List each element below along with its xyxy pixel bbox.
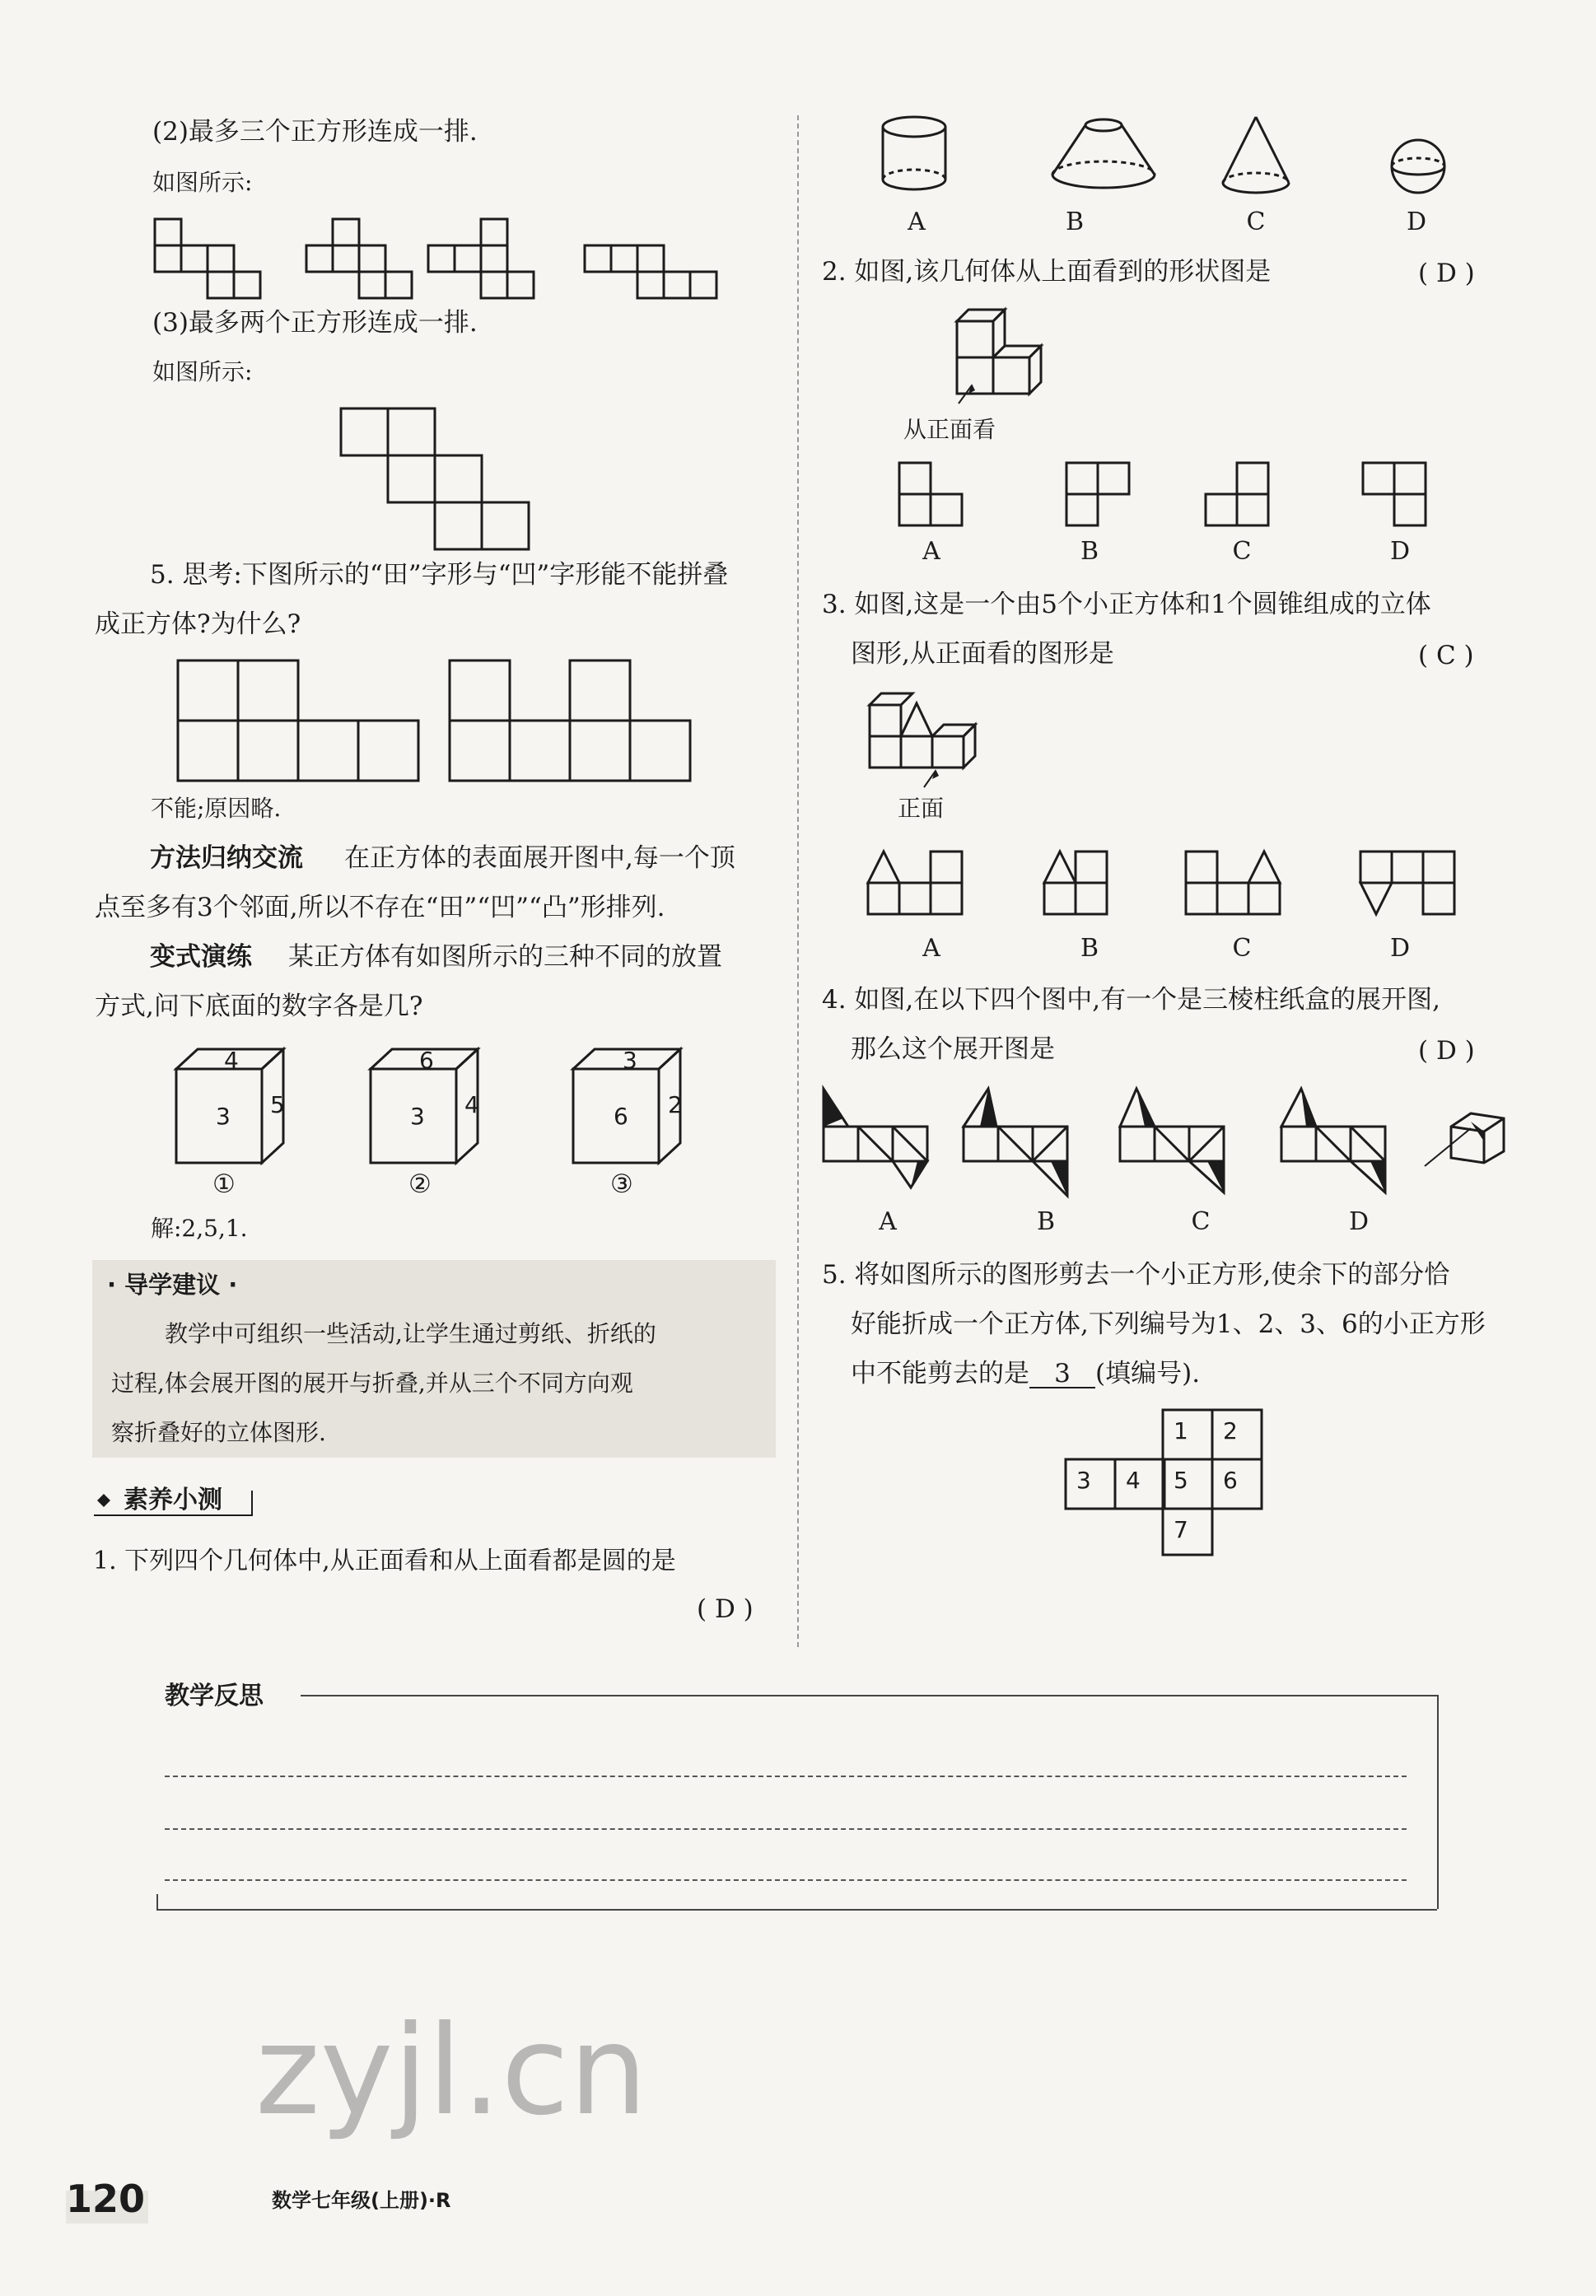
cube2-side: 4 (464, 1091, 479, 1118)
reflection-left-rule (156, 1894, 158, 1909)
variant-text-line2: 方式,问下底面的数字各是几? (95, 992, 423, 1021)
reflection-line-1 (165, 1776, 1407, 1777)
q2-options-figure (898, 461, 1441, 529)
q2-label-b: B (1080, 537, 1099, 566)
method-text-line2: 点至多有3个邻面,所以不存在“田”“凹”“凸”形排列. (95, 893, 665, 922)
reflection-title: 教学反思 (165, 1682, 264, 1710)
question-4-answer: ( D ) (1418, 1036, 1475, 1066)
q3-caption: 正面 (898, 795, 945, 822)
q4-prism-nets-figure (820, 1080, 1512, 1196)
question-5-line2: 成正方体?为什么? (95, 609, 301, 639)
grid-cell-3: 3 (1076, 1467, 1091, 1494)
question-5r-line1: 5. 将如图所示的图形剪去一个小正方形,使余下的部分恰 (822, 1260, 1450, 1290)
q1-label-a: A (908, 208, 926, 236)
question-3-line1: 3. 如图,这是一个由5个小正方体和1个圆锥组成的立体 (822, 590, 1431, 619)
part-3-text: (3)最多两个正方形连成一排. (152, 308, 478, 338)
cube2-front: 3 (410, 1103, 425, 1130)
quiz-question-1-answer: ( D ) (697, 1594, 754, 1624)
q4-label-c: C (1191, 1207, 1211, 1236)
part-2-text: (2)最多三个正方形连成一排. (152, 117, 478, 147)
grid-cell-4: 4 (1126, 1467, 1141, 1494)
question-4-line2: 那么这个展开图是 (851, 1034, 1055, 1064)
method-text-line1: 在正方体的表面展开图中,每一个顶 (344, 843, 735, 873)
q1-label-c: C (1246, 208, 1266, 236)
quiz-title: 素养小测 (124, 1486, 222, 1514)
guide-text-line2: 过程,体会展开图的展开与折叠,并从三个不同方向观 (111, 1370, 633, 1397)
figure-note-b: 如图所示: (152, 358, 253, 385)
tian-and-ao-shapes (176, 659, 703, 782)
q3-label-d: D (1389, 934, 1411, 963)
question-5r-suffix: (填编号). (1095, 1359, 1201, 1388)
watermark: zyjl.cn (255, 2000, 648, 2143)
question-2-text: 2. 如图,该几何体从上面看到的形状图是 (822, 257, 1272, 287)
cube3-side: 2 (668, 1091, 683, 1118)
q1-label-d: D (1406, 208, 1427, 236)
q2-label-c: C (1232, 537, 1252, 566)
q3-label-a: A (922, 934, 940, 963)
variant-text-line1: 某正方体有如图所示的三种不同的放置 (288, 942, 722, 972)
reflection-right-rule (1437, 1695, 1439, 1909)
cube3-top: 3 (623, 1047, 637, 1074)
question-5-line1: 5. 思考:下图所示的“田”字形与“凹”字形能不能拼叠 (150, 560, 729, 590)
grid-cell-7: 7 (1174, 1516, 1188, 1543)
guide-title: · 导学建议 · (107, 1271, 238, 1299)
question-2-answer: ( D ) (1418, 259, 1475, 288)
cube3-front: 6 (614, 1103, 628, 1130)
answer-blank: 3 (1029, 1360, 1095, 1388)
q3-label-b: B (1080, 934, 1099, 963)
q4-label-b: B (1036, 1207, 1056, 1236)
page-number: 120 (66, 2177, 146, 2221)
grid-cell-2: 2 (1223, 1417, 1238, 1444)
q3-solid-figure (865, 690, 988, 789)
q1-solids-figure (873, 115, 1507, 198)
reflection-line-3 (165, 1879, 1407, 1881)
staircase-net (339, 407, 529, 555)
question-5r-line2: 好能折成一个正方体,下列编号为1、2、3、6的小正方形 (851, 1309, 1486, 1339)
nets-figure-row (148, 216, 741, 298)
cube1-label: ① (212, 1169, 236, 1199)
variant-answer: 解:2,5,1. (151, 1215, 248, 1242)
reflection-bottom-rule (156, 1909, 1437, 1911)
cube1-side: 5 (270, 1091, 285, 1118)
column-divider (797, 115, 799, 1647)
question-3-line2: 图形,从正面看的图形是 (851, 639, 1114, 669)
reflection-line-2 (165, 1828, 1407, 1830)
grid-cell-1: 1 (1174, 1417, 1188, 1444)
guide-text-line3: 察折叠好的立体图形. (111, 1419, 326, 1446)
cube1-front: 3 (216, 1103, 231, 1130)
question-5r-prefix: 中不能剪去的是 (851, 1359, 1029, 1388)
quiz-question-1: 1. 下列四个几何体中,从正面看和从上面看都是圆的是 (93, 1547, 676, 1575)
q3-options-figure (866, 848, 1476, 922)
guide-text-line1: 教学中可组织一些活动,让学生通过剪纸、折纸的 (165, 1320, 656, 1347)
question-5r-line3 (851, 1357, 1200, 1390)
variant-title: 变式演练 (150, 942, 252, 972)
q4-label-a: A (879, 1207, 897, 1236)
question-3-answer: ( C ) (1418, 641, 1474, 670)
q2-solid-figure (947, 306, 1062, 405)
question-4-line1: 4. 如图,在以下四个图中,有一个是三棱柱纸盒的展开图, (822, 985, 1440, 1015)
q2-label-d: D (1389, 537, 1411, 566)
q4-label-d: D (1348, 1207, 1370, 1236)
q3-label-c: C (1232, 934, 1252, 963)
method-title: 方法归纳交流 (150, 843, 303, 873)
cube2-label: ② (408, 1169, 432, 1199)
cube1-top: 4 (224, 1047, 239, 1074)
question-5-answer: 不能;原因略. (151, 795, 282, 822)
q2-label-a: A (922, 537, 940, 566)
grid-cell-5: 5 (1174, 1467, 1188, 1494)
q2-caption: 从正面看 (903, 416, 996, 443)
book-title: 数学七年级(上册)·R (272, 2189, 451, 2212)
grid-cell-6: 6 (1223, 1467, 1238, 1494)
cube3-label: ③ (610, 1169, 633, 1199)
reflection-top-rule (301, 1695, 1437, 1696)
cube2-top: 6 (419, 1047, 434, 1074)
q1-label-b: B (1065, 208, 1085, 236)
figure-note-a: 如图所示: (152, 169, 253, 196)
